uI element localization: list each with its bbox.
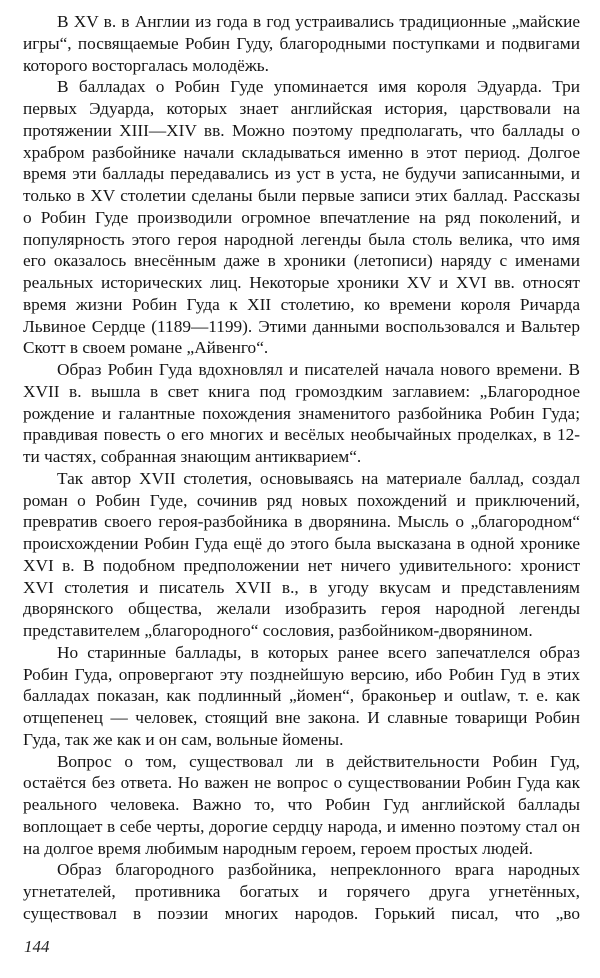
paragraph-new-time-writers: Образ Робин Гуда вдохновлял и писателей начала нового времени. В XVII в. вышла в свет книга под громоздким заглавием: „Благородное рождение и галантные похождения знаменитого разбойника Робин Гуда; правдивая повесть о его многих и весёлых необычайных проделках, в 12-ти частях, собранная знающим антикварием“.: [23, 360, 580, 466]
paragraph-existence-question: Вопрос о том, существовал ли в действительности Робин Гуд, остаётся без ответа. Но важен не вопрос о существовании Робин Гуда как реального человека. Важно то, что Робин Гуд английской баллады воплощает в себе черты, дорогие сердцу народа, и именно поэтому стал он на долгое время любимым народным героем, героем простых людей.: [23, 751, 580, 858]
paragraph-may-games: В XV в. в Англии из года в год устраивались традиционные „майские игры“, посвящаемые Робин Гуду, благородными поступками и подвигами которого восторгалась молодёжь.: [23, 12, 580, 75]
paragraph-ballads-king-edward: В балладах о Робин Гуде упоминается имя короля Эдуарда. Три первых Эдуарда, которых знает английская история, царствовали на протяжении XIII—XIV вв. Можно поэтому предполагать, что баллады о храбром разбойнике начали складываться именно в этот период. Долгое время эти баллады передавались из уст в уста, не будучи записанными, и только в XV столетии сделаны были первые записи этих баллад. Рассказы о Робин Гуде производили огромное впечатление на ряд поколений, и популярность этого героя народной легенды была столь велика, что имя его оказалось внесённым даже в хроники (летописи) наряду с именами реальных исторических лиц. Некоторые хроники XV и XVI вв. относят время жизни Робин Гуда к XII столетию, ко времени короля Ричарда Львиное Сердце (1189—1199). Этими данными воспользовался и Вальтер Скотт в своем романе „Айвенго“.: [23, 77, 580, 358]
paragraph-old-ballads-yeoman: Но старинные баллады, в которых ранее всего запечатлелся образ Робин Гуда, опровергают эту позднейшую версию, ибо Робин Гуд в этих балладах показан, как подлинный „йомен“, браконьер и outlaw, т. е. как отщепенец — человек, стоящий вне закона. И славные товарищи Робин Гуда, так же как и он сам, вольные йомены.: [23, 642, 580, 749]
page-number: 144: [24, 937, 50, 956]
paragraph-xvii-century-novel: Так автор XVII столетия, основываясь на материале баллад, создал роман о Робин Гуде, сочинив ряд новых похождений и приключений, превратив своего героя-разбойника в дворянина. Мысль о „благородном“ происхождении Робин Гуда ещё до этого была высказана в одной хронике XVI в. В подобном предположении нет ничего удивительного: хронист XVI столетия и писатель XVII в., в угоду вкусам и представлениям дворянского общества, желали изобразить героя народной легенды представителем „благородного“ сословия, разбойником-дворянином.: [23, 468, 580, 640]
paragraph-noble-robber-image: Образ благородного разбойника, непреклонного врага народных угнетателей, противника богатых и горячего друга угнетённых, существовал в поэзии многих народов. Горький писал, что „во: [23, 860, 580, 923]
